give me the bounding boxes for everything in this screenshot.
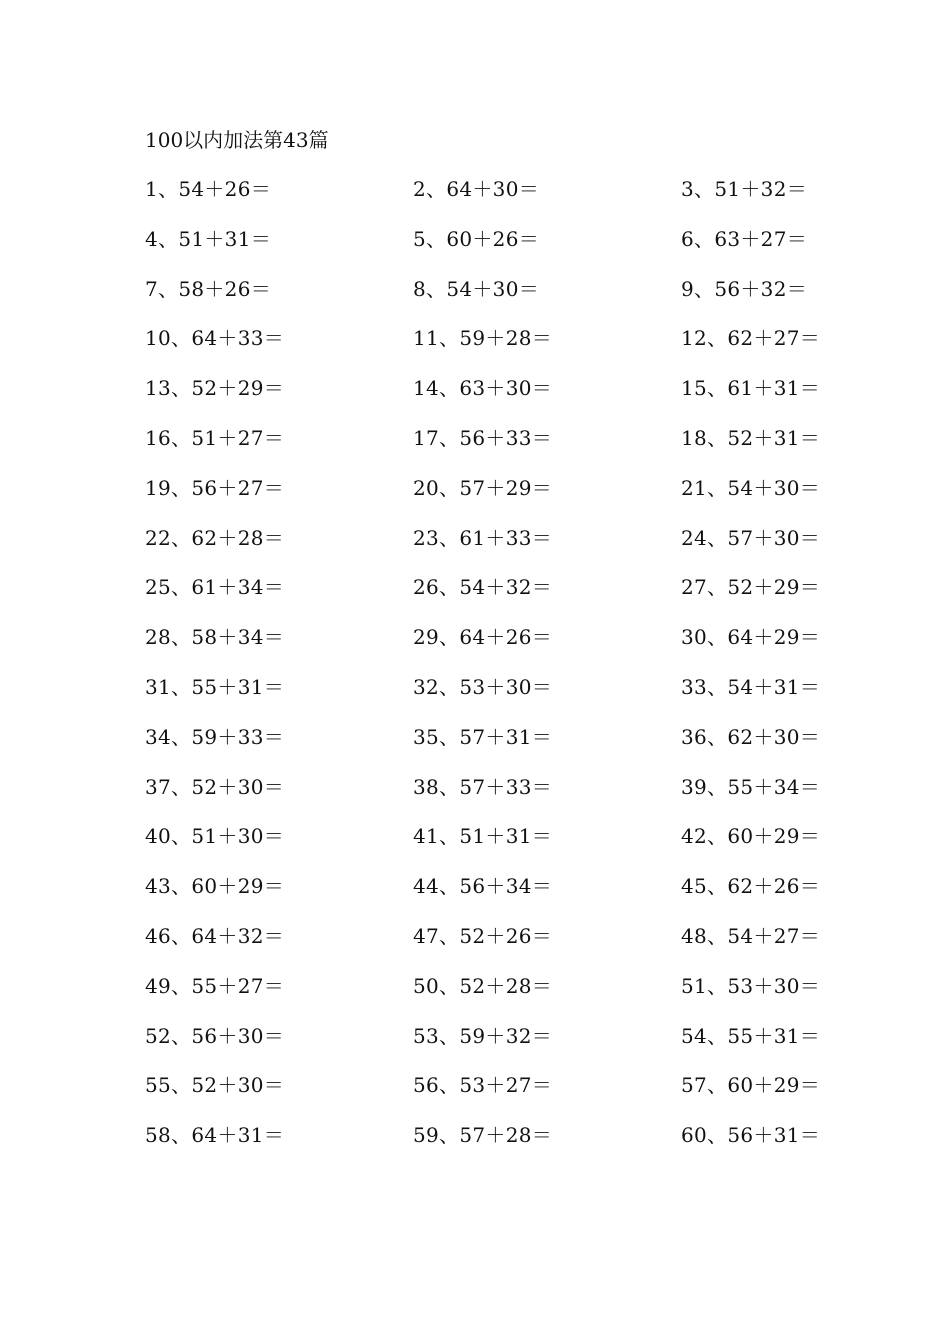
problem-item: 37、52＋30＝ (145, 774, 285, 799)
problem-item: 21、54＋30＝ (681, 475, 821, 500)
problem-item: 48、54＋27＝ (681, 923, 821, 948)
problem-item: 40、51＋30＝ (145, 824, 285, 849)
problem-item: 54、55＋31＝ (681, 1023, 821, 1048)
problem-item: 36、62＋30＝ (681, 724, 821, 749)
problem-item: 30、64＋29＝ (681, 625, 821, 650)
problem-item: 13、52＋29＝ (145, 376, 285, 401)
problem-item: 38、57＋33＝ (413, 774, 553, 799)
problem-item: 46、64＋32＝ (145, 923, 285, 948)
problem-item: 11、59＋28＝ (413, 326, 553, 351)
problem-item: 39、55＋34＝ (681, 774, 821, 799)
problem-item: 51、53＋30＝ (681, 973, 821, 998)
problem-item: 50、52＋28＝ (413, 973, 553, 998)
problem-item: 22、62＋28＝ (145, 525, 285, 550)
problem-item: 55、52＋30＝ (145, 1073, 285, 1098)
worksheet-title: 100以内加法第43篇 (145, 128, 329, 152)
problem-item: 4、51＋31＝ (145, 226, 272, 251)
problem-item: 8、54＋30＝ (413, 276, 540, 301)
problem-item: 14、63＋30＝ (413, 376, 553, 401)
problem-item: 5、60＋26＝ (413, 226, 540, 251)
problem-item: 3、51＋32＝ (681, 177, 808, 201)
problem-item: 34、59＋33＝ (145, 724, 285, 749)
problem-item: 6、63＋27＝ (681, 226, 808, 251)
problem-item: 25、61＋34＝ (145, 575, 285, 600)
problem-item: 57、60＋29＝ (681, 1073, 821, 1098)
problem-item: 49、55＋27＝ (145, 973, 285, 998)
problem-item: 18、52＋31＝ (681, 425, 821, 450)
problem-item: 44、56＋34＝ (413, 874, 553, 899)
problem-item: 1、54＋26＝ (145, 177, 272, 201)
problem-item: 29、64＋26＝ (413, 625, 553, 650)
problem-item: 53、59＋32＝ (413, 1023, 553, 1048)
problem-item: 47、52＋26＝ (413, 923, 553, 948)
problem-item: 33、54＋31＝ (681, 674, 821, 699)
problem-item: 7、58＋26＝ (145, 276, 272, 301)
problem-item: 56、53＋27＝ (413, 1073, 553, 1098)
problem-item: 10、64＋33＝ (145, 326, 285, 351)
problem-item: 35、57＋31＝ (413, 724, 553, 749)
problem-item: 28、58＋34＝ (145, 625, 285, 650)
problem-item: 59、57＋28＝ (413, 1123, 553, 1148)
problem-item: 52、56＋30＝ (145, 1023, 285, 1048)
problem-item: 9、56＋32＝ (681, 276, 808, 301)
problem-item: 26、54＋32＝ (413, 575, 553, 600)
problem-item: 12、62＋27＝ (681, 326, 821, 351)
problem-item: 24、57＋30＝ (681, 525, 821, 550)
problem-item: 17、56＋33＝ (413, 425, 553, 450)
problem-item: 19、56＋27＝ (145, 475, 285, 500)
problem-item: 23、61＋33＝ (413, 525, 553, 550)
problem-item: 58、64＋31＝ (145, 1123, 285, 1148)
problem-item: 16、51＋27＝ (145, 425, 285, 450)
problem-item: 45、62＋26＝ (681, 874, 821, 899)
problem-item: 2、64＋30＝ (413, 177, 540, 201)
problem-grid (145, 173, 845, 1169)
problem-item: 27、52＋29＝ (681, 575, 821, 600)
problem-item: 42、60＋29＝ (681, 824, 821, 849)
problem-item: 43、60＋29＝ (145, 874, 285, 899)
problem-item: 31、55＋31＝ (145, 674, 285, 699)
problem-item: 41、51＋31＝ (413, 824, 553, 849)
problem-item: 60、56＋31＝ (681, 1123, 821, 1148)
problem-item: 15、61＋31＝ (681, 376, 821, 401)
problem-item: 20、57＋29＝ (413, 475, 553, 500)
problem-item: 32、53＋30＝ (413, 674, 553, 699)
